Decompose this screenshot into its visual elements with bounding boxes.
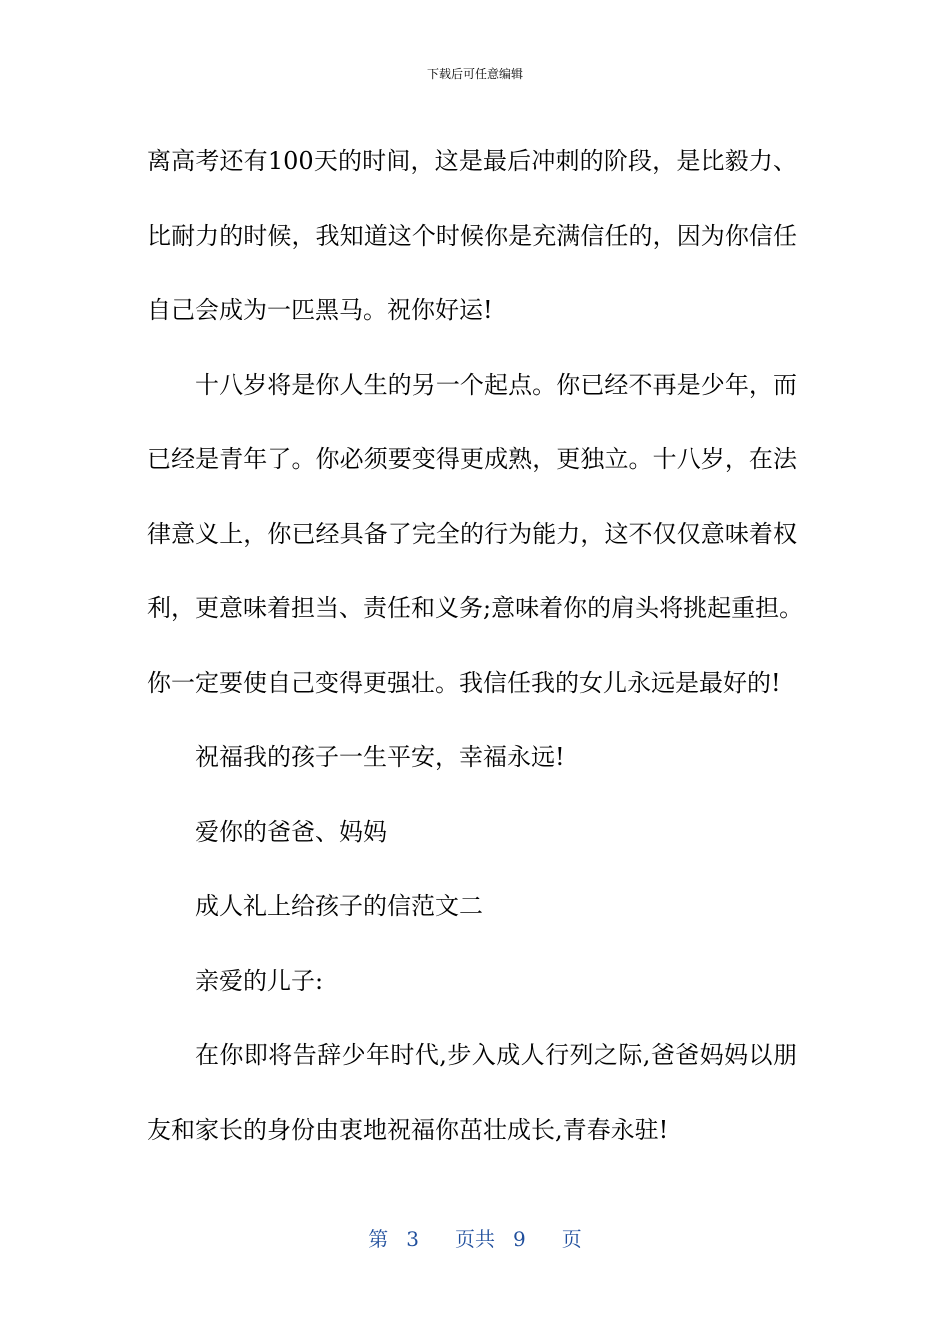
salutation: 亲爱的儿子: <box>195 966 324 995</box>
text-line: 十八岁将是你人生的另一个起点。你已经不再是少年，而 <box>195 370 797 399</box>
text-line: 祝福我的孩子一生平安，幸福永远! <box>195 743 565 771</box>
text-line: 离高考还有100天的时间，这是最后冲刺的阶段，是比毅力、 <box>147 147 797 175</box>
footer-suffix: 页 <box>561 1227 582 1251</box>
text-line: 爱你的爸爸、妈妈 <box>195 817 387 846</box>
section-heading: 成人礼上给孩子的信范文二 <box>195 892 483 920</box>
current-page-number: 3 <box>406 1227 419 1251</box>
text-line: 在你即将告辞少年时代,步入成人行列之际,爸爸妈妈以朋 <box>195 1041 797 1069</box>
footer-prefix: 第 <box>368 1227 389 1251</box>
text-line: 友和家长的身份由衷地祝福你茁壮成长,青春永驻! <box>147 1115 669 1144</box>
document-body <box>147 124 804 1167</box>
footer-middle: 页共 <box>455 1227 495 1251</box>
text-line: 已经是青年了。你必须要变得更成熟，更独立。十八岁，在法 <box>147 445 797 473</box>
page-footer <box>0 1226 950 1252</box>
text-line: 利，更意味着担当、责任和义务;意味着你的肩头将挑起重担。 <box>147 594 804 622</box>
text-line: 你一定要使自己变得更强壮。我信任我的女儿永远是最好的! <box>147 668 781 697</box>
text-line: 自己会成为一匹黑马。祝你好运! <box>147 296 493 324</box>
text-line: 比耐力的时候，我知道这个时候你是充满信任的，因为你信任 <box>147 221 797 250</box>
text-line: 律意义上，你已经具备了完全的行为能力，这不仅仅意味着权 <box>147 519 797 548</box>
total-pages-number: 9 <box>513 1227 526 1251</box>
page-header: 下载后可任意编辑 <box>426 67 523 81</box>
